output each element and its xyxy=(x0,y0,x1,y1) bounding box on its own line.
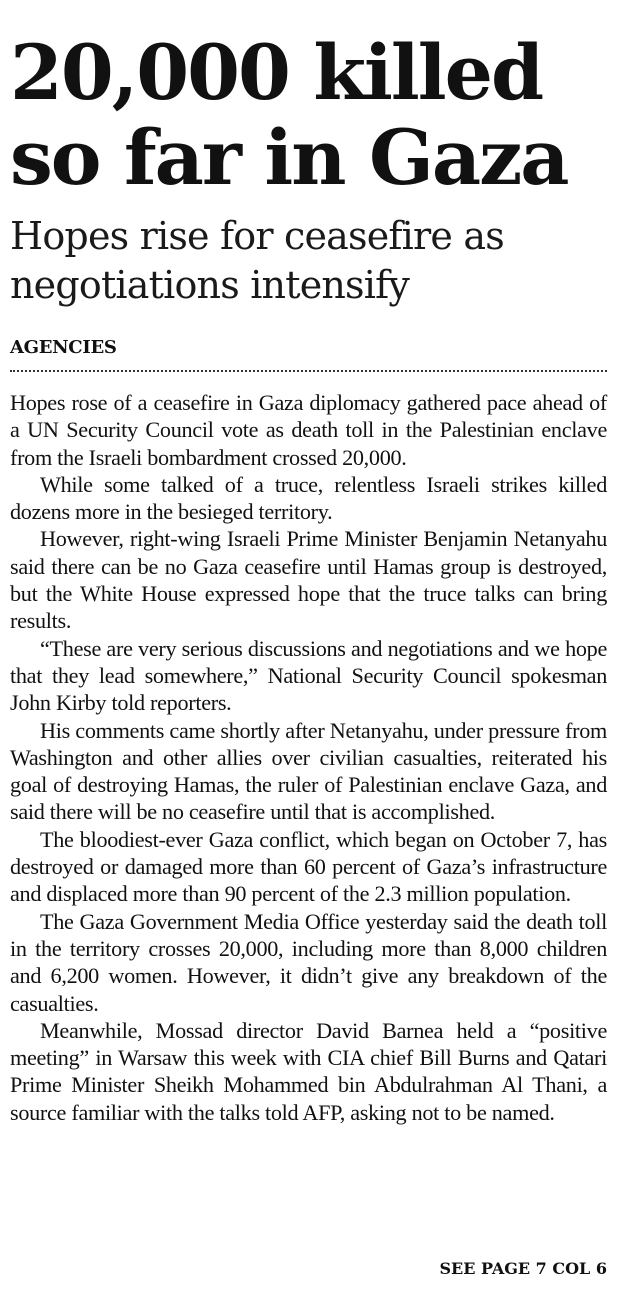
paragraph-1: Hopes rose of a ceasefire in Gaza diplomacy gathered pace ahead of a UN Security Council vote as death toll in the Palestinian enclave from the Israeli bombardment crossed 20,000. xyxy=(10,390,607,470)
paragraph-2: While some talked of a truce, relentless Israeli strikes killed dozens more in the besieged territory. xyxy=(10,471,607,525)
paragraph-8: Meanwhile, Mossad director David Barnea held a “positive meeting” in Warsaw this week with CIA chief Bill Burns and Qatari Prime Minister Sheikh Mohammed bin Abdulrahman Al Thani, a source familiar with the talks told AFP, asking not to be named. xyxy=(10,1017,607,1125)
headline xyxy=(10,30,610,200)
paragraph-4: “These are very serious discussions and negotiations and we hope that they lead somewhere,” National Security Council spokesman John Kirby told reporters. xyxy=(10,635,607,716)
paragraph-5: His comments came shortly after Netanyahu, under pressure from Washington and other allies over civilian casualties, reiterated his goal of destroying Hamas, the ruler of Palestinian enclave Gaza, and said there will be no ceasefire until that is accomplished. xyxy=(10,717,607,825)
byline: AGENCIES xyxy=(10,337,117,358)
subheadline-line-1: Hopes rise for ceasefire as xyxy=(10,214,504,258)
dotted-divider xyxy=(10,370,607,372)
continuation-reference: SEE PAGE 7 COL 6 xyxy=(439,1259,607,1278)
article-body xyxy=(10,389,607,1126)
paragraph-7: The Gaza Government Media Office yesterday said the death toll in the territory crosses 20,000, including more than 8,000 children and 6,200 women. However, it didn’t give any breakdown of the casualties. xyxy=(10,908,607,1016)
paragraph-3: However, right-wing Israeli Prime Minister Benjamin Netanyahu said there can be no Gaza ceasefire until Hamas group is destroyed, but the White House expressed hope that the truce talks can bring results. xyxy=(10,526,607,634)
headline-line-2: so far in Gaza xyxy=(10,113,568,202)
subheadline-line-2: negotiations intensify xyxy=(10,263,410,307)
subheadline xyxy=(10,212,610,310)
paragraph-6: The bloodiest-ever Gaza conflict, which began on October 7, has destroyed or damaged more than 60 percent of Gaza’s infrastructure and displaced more than 90 percent of the 2.3 million population. xyxy=(10,826,607,907)
headline-line-1: 20,000 killed xyxy=(10,28,543,117)
